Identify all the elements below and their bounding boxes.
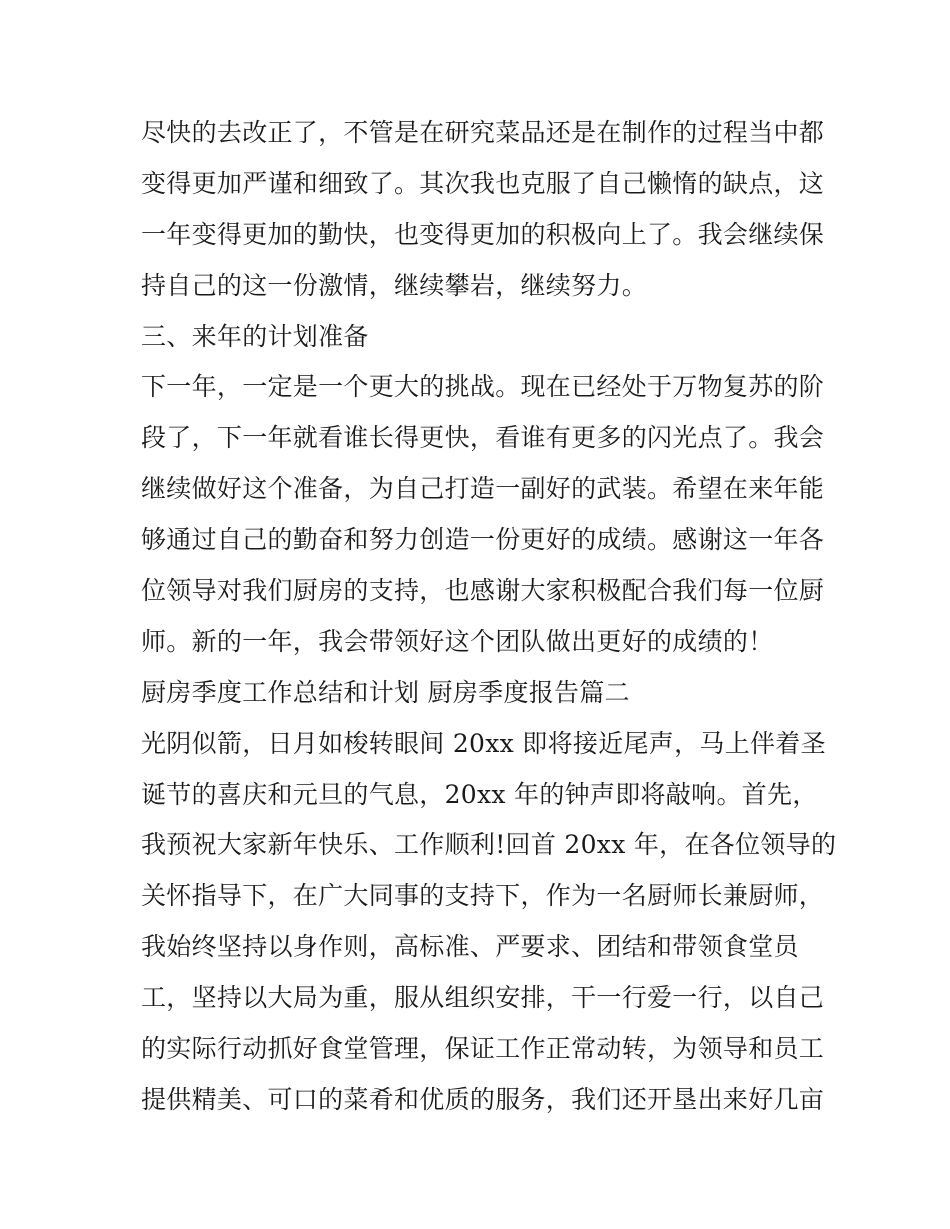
text-line: 光阴似箭，日月如梭转眼间 20xx 即将接近尾声，马上伴着圣 [141, 728, 826, 758]
text-line: 段了，下一年就看谁长得更快，看谁有更多的闪光点了。我会 [141, 423, 825, 453]
text-line: 工，坚持以大局为重，服从组织安排，干一行爱一行，以自己 [141, 983, 825, 1013]
text-line: 一年变得更加的勤快，也变得更加的积极向上了。我会继续保 [141, 219, 825, 249]
text-line: 我始终坚持以身作则，高标准、严要求、团结和带领食堂员 [141, 932, 799, 962]
text-line: 继续做好这个准备，为自己打造一副好的武装。希望在来年能 [141, 474, 825, 504]
section-heading: 三、来年的计划准备 [141, 321, 369, 351]
text-line: 诞节的喜庆和元旦的气息，20xx 年的钟声即将敲响。首先， [141, 779, 818, 809]
document-body [141, 108, 837, 1126]
text-line: 位领导对我们厨房的支持，也感谢大家积极配合我们每一位厨 [141, 576, 825, 606]
text-line: 我预祝大家新年快乐、工作顺利!回首 20xx 年，在各位领导的 [141, 830, 837, 860]
text-line: 变得更加严谨和细致了。其次我也克服了自己懒惰的缺点，这 [141, 168, 825, 198]
text-line: 尽快的去改正了，不管是在研究菜品还是在制作的过程当中都 [141, 118, 825, 147]
text-line: 够通过自己的勤奋和努力创造一份更好的成绩。感谢这一年各 [141, 525, 825, 555]
article-title: 厨房季度工作总结和计划 厨房季度报告篇二 [141, 677, 630, 707]
text-line: 提供精美、可口的菜肴和优质的服务，我们还开垦出来好几亩 [141, 1084, 825, 1114]
text-line: 关怀指导下，在广大同事的支持下，作为一名厨师长兼厨师， [141, 881, 825, 911]
text-line: 的实际行动抓好食堂管理，保证工作正常动转，为领导和员工 [141, 1034, 825, 1064]
text-line: 师。新的一年，我会带领好这个团队做出更好的成绩的！ [141, 626, 774, 656]
text-line: 持自己的这一份激情，继续攀岩，继续努力。 [141, 270, 648, 300]
text-line: 下一年，一定是一个更大的挑战。现在已经处于万物复苏的阶 [141, 372, 825, 402]
